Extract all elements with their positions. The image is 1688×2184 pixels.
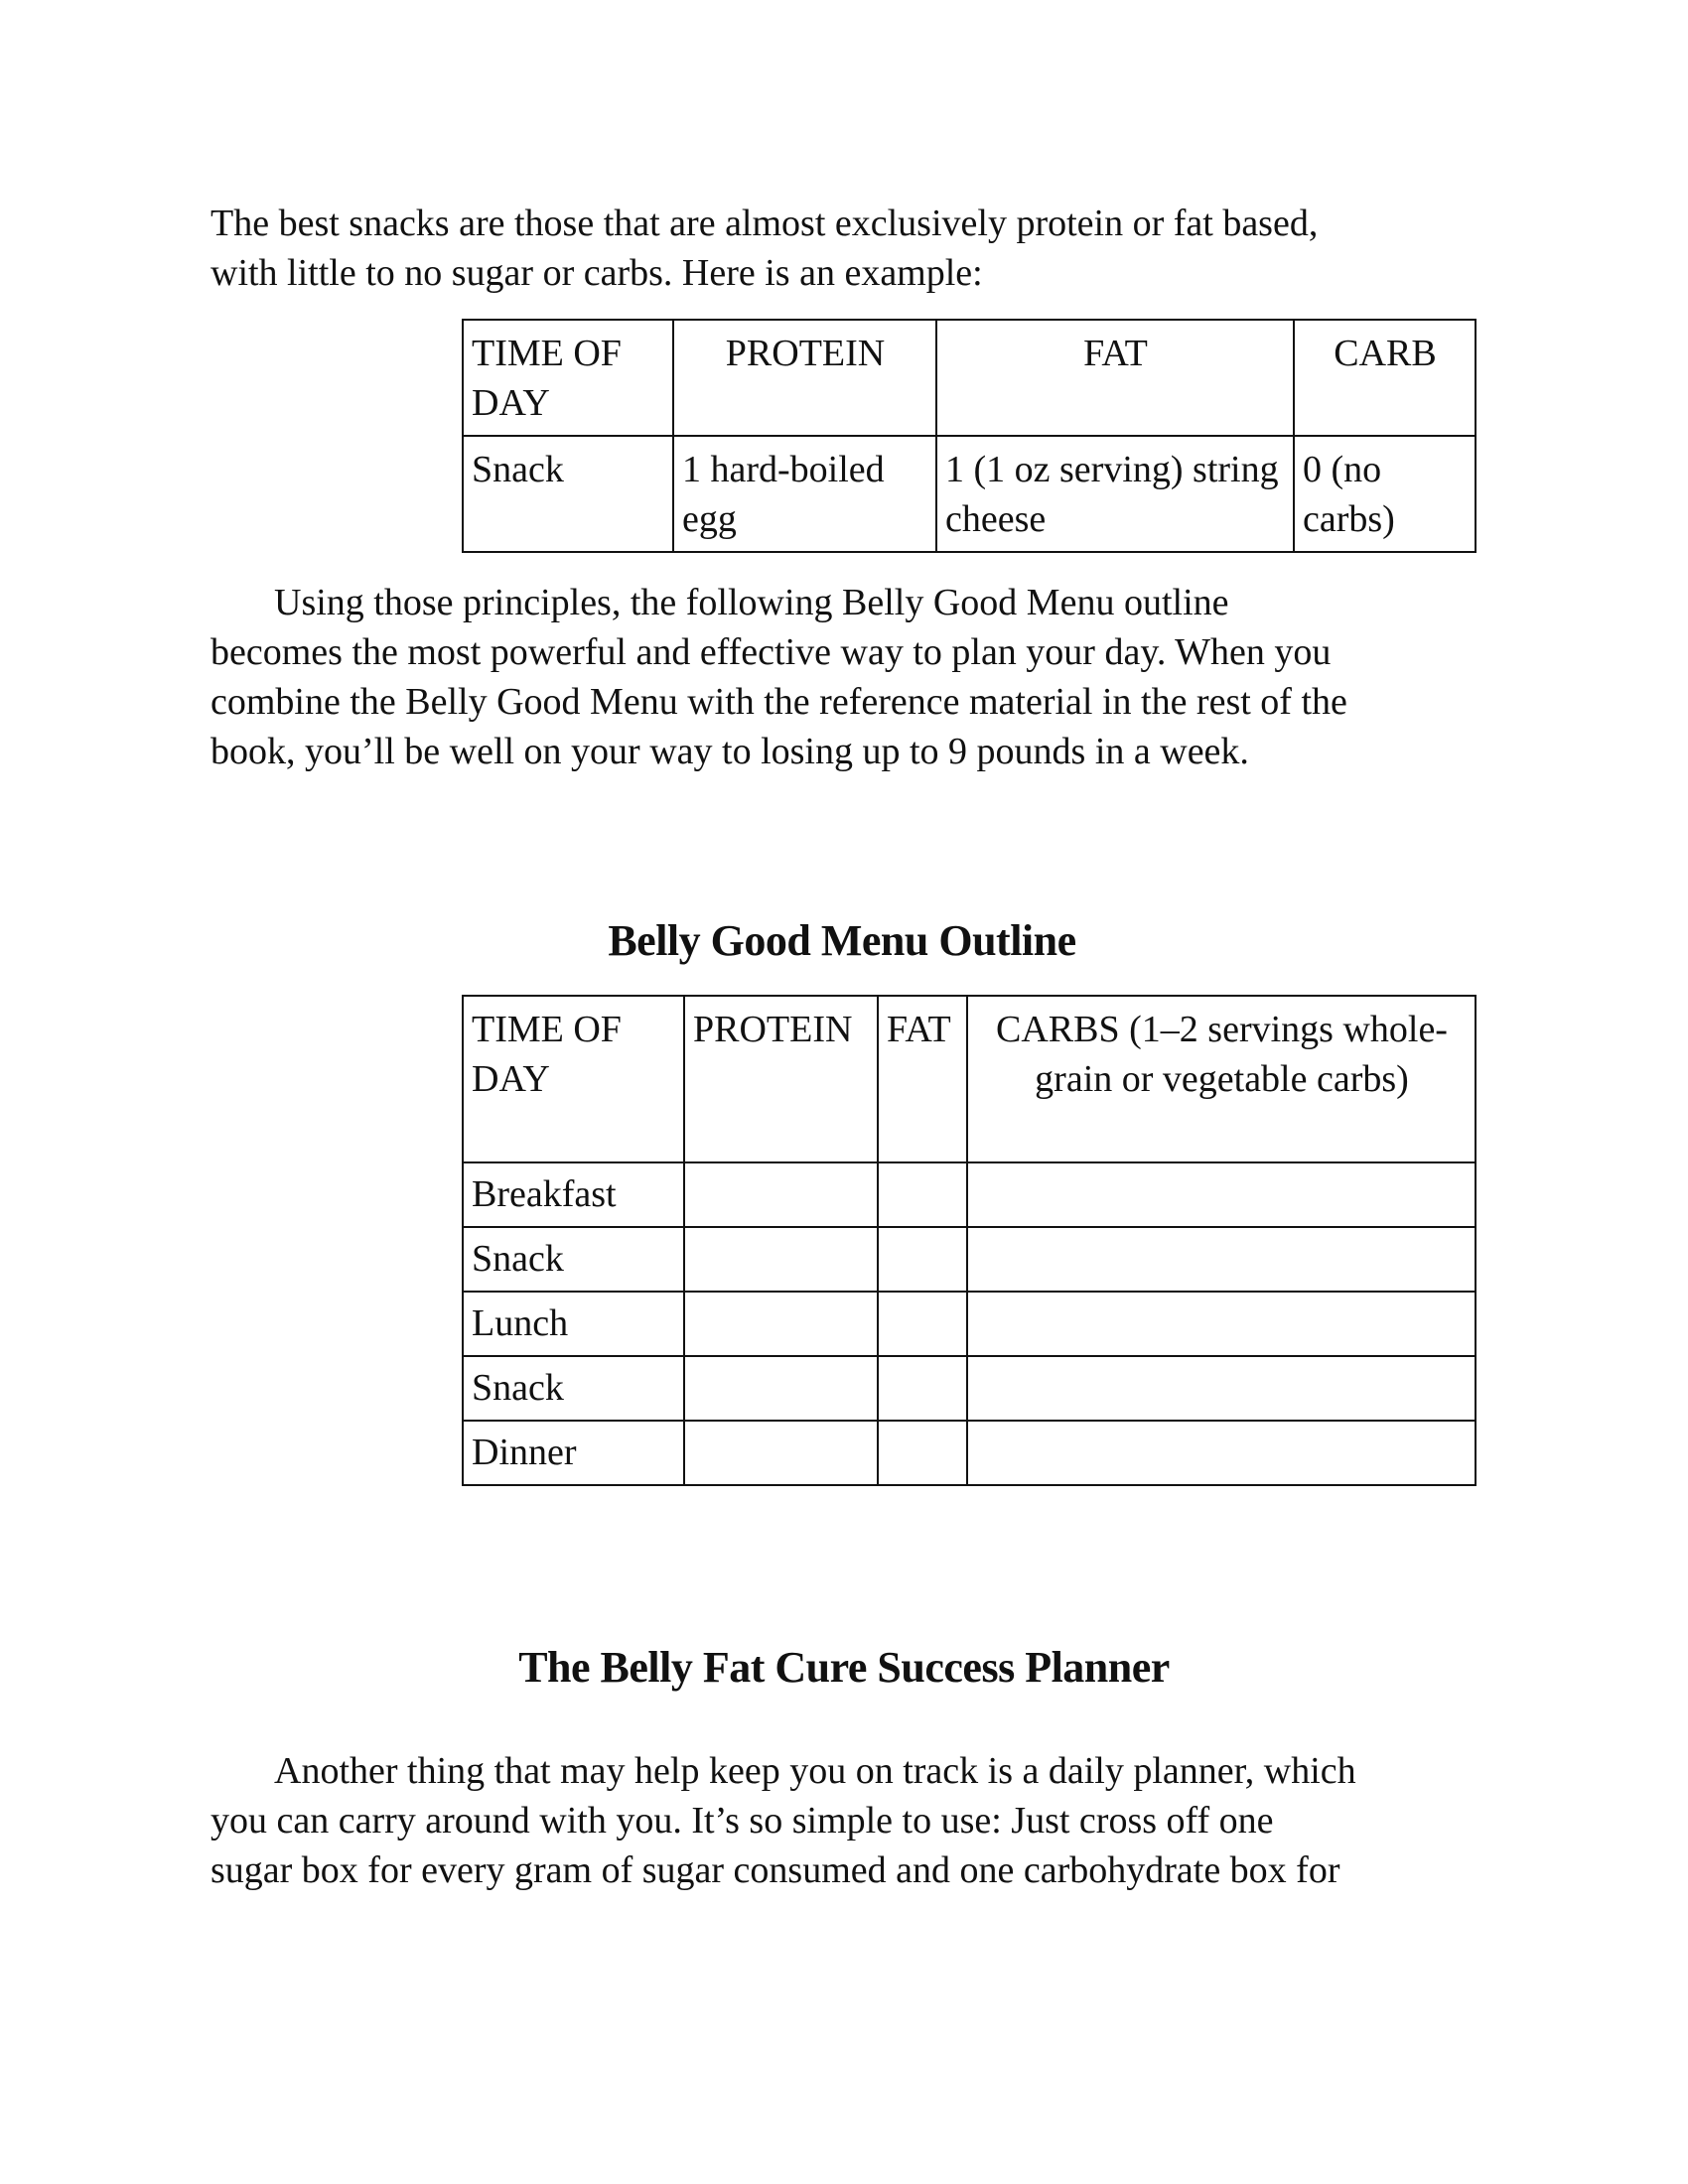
cell-time-of-day: Snack bbox=[463, 436, 673, 552]
header-carbs: CARBS (1–2 servings whole-grain or vegetable carbs) bbox=[967, 996, 1476, 1162]
intro-line: with little to no sugar or carbs. Here is an example: bbox=[211, 252, 983, 294]
fat-cell bbox=[878, 1292, 967, 1356]
table-row bbox=[463, 1421, 1476, 1485]
header-carb: CARB bbox=[1294, 320, 1476, 436]
protein-cell bbox=[684, 1292, 878, 1356]
header-time-of-day: TIME OF DAY bbox=[463, 996, 684, 1162]
principles-line: combine the Belly Good Menu with the reference material in the rest of the bbox=[211, 681, 1347, 723]
fat-cell bbox=[878, 1162, 967, 1227]
principles-line: becomes the most powerful and effective way to plan your day. When you bbox=[211, 631, 1332, 673]
table-row bbox=[463, 1356, 1476, 1421]
table-row bbox=[463, 1292, 1476, 1356]
menu-outline-table bbox=[462, 995, 1477, 1486]
table-header-row bbox=[463, 320, 1476, 436]
protein-cell bbox=[684, 1162, 878, 1227]
meal-label: Lunch bbox=[463, 1292, 684, 1356]
carbs-cell bbox=[967, 1162, 1476, 1227]
fat-cell bbox=[878, 1421, 967, 1485]
snack-example-table bbox=[462, 319, 1477, 553]
menu-outline-heading bbox=[0, 915, 1688, 966]
carbs-cell bbox=[967, 1421, 1476, 1485]
cell-protein: 1 hard-boiled egg bbox=[673, 436, 936, 552]
header-time-of-day: TIME OF DAY bbox=[463, 320, 673, 436]
header-fat: FAT bbox=[878, 996, 967, 1162]
meal-label: Dinner bbox=[463, 1421, 684, 1485]
planner-line: sugar box for every gram of sugar consumed and one carbohydrate box for bbox=[211, 1849, 1340, 1891]
carbs-cell bbox=[967, 1227, 1476, 1292]
fat-cell bbox=[878, 1356, 967, 1421]
fat-cell bbox=[878, 1227, 967, 1292]
table-header-row bbox=[463, 996, 1476, 1162]
table-row bbox=[463, 1162, 1476, 1227]
table-row bbox=[463, 1227, 1476, 1292]
carbs-cell bbox=[967, 1292, 1476, 1356]
meal-label: Snack bbox=[463, 1356, 684, 1421]
meal-label: Breakfast bbox=[463, 1162, 684, 1227]
protein-cell bbox=[684, 1421, 878, 1485]
header-protein: PROTEIN bbox=[684, 996, 878, 1162]
planner-paragraph bbox=[211, 1746, 1491, 1895]
planner-line: you can carry around with you. It’s so simple to use: Just cross off one bbox=[211, 1800, 1274, 1842]
cell-fat: 1 (1 oz serving) string cheese bbox=[936, 436, 1294, 552]
cell-carb: 0 (no carbs) bbox=[1294, 436, 1476, 552]
header-fat: FAT bbox=[936, 320, 1294, 436]
planner-line: Another thing that may help keep you on track is a daily planner, which bbox=[274, 1750, 1356, 1792]
protein-cell bbox=[684, 1227, 878, 1292]
principles-line: book, you’ll be well on your way to losing up to 9 pounds in a week. bbox=[211, 731, 1249, 772]
menu-outline-title: Belly Good Menu Outline bbox=[608, 916, 1076, 965]
table-row bbox=[463, 436, 1476, 552]
intro-paragraph bbox=[211, 199, 1491, 298]
carbs-cell bbox=[967, 1356, 1476, 1421]
principles-paragraph bbox=[211, 578, 1491, 776]
principles-line: Using those principles, the following Belly Good Menu outline bbox=[274, 582, 1229, 623]
intro-line: The best snacks are those that are almost exclusively protein or fat based, bbox=[211, 203, 1319, 244]
planner-heading bbox=[0, 1642, 1688, 1693]
protein-cell bbox=[684, 1356, 878, 1421]
planner-title: The Belly Fat Cure Success Planner bbox=[518, 1643, 1170, 1692]
meal-label: Snack bbox=[463, 1227, 684, 1292]
header-protein: PROTEIN bbox=[673, 320, 936, 436]
